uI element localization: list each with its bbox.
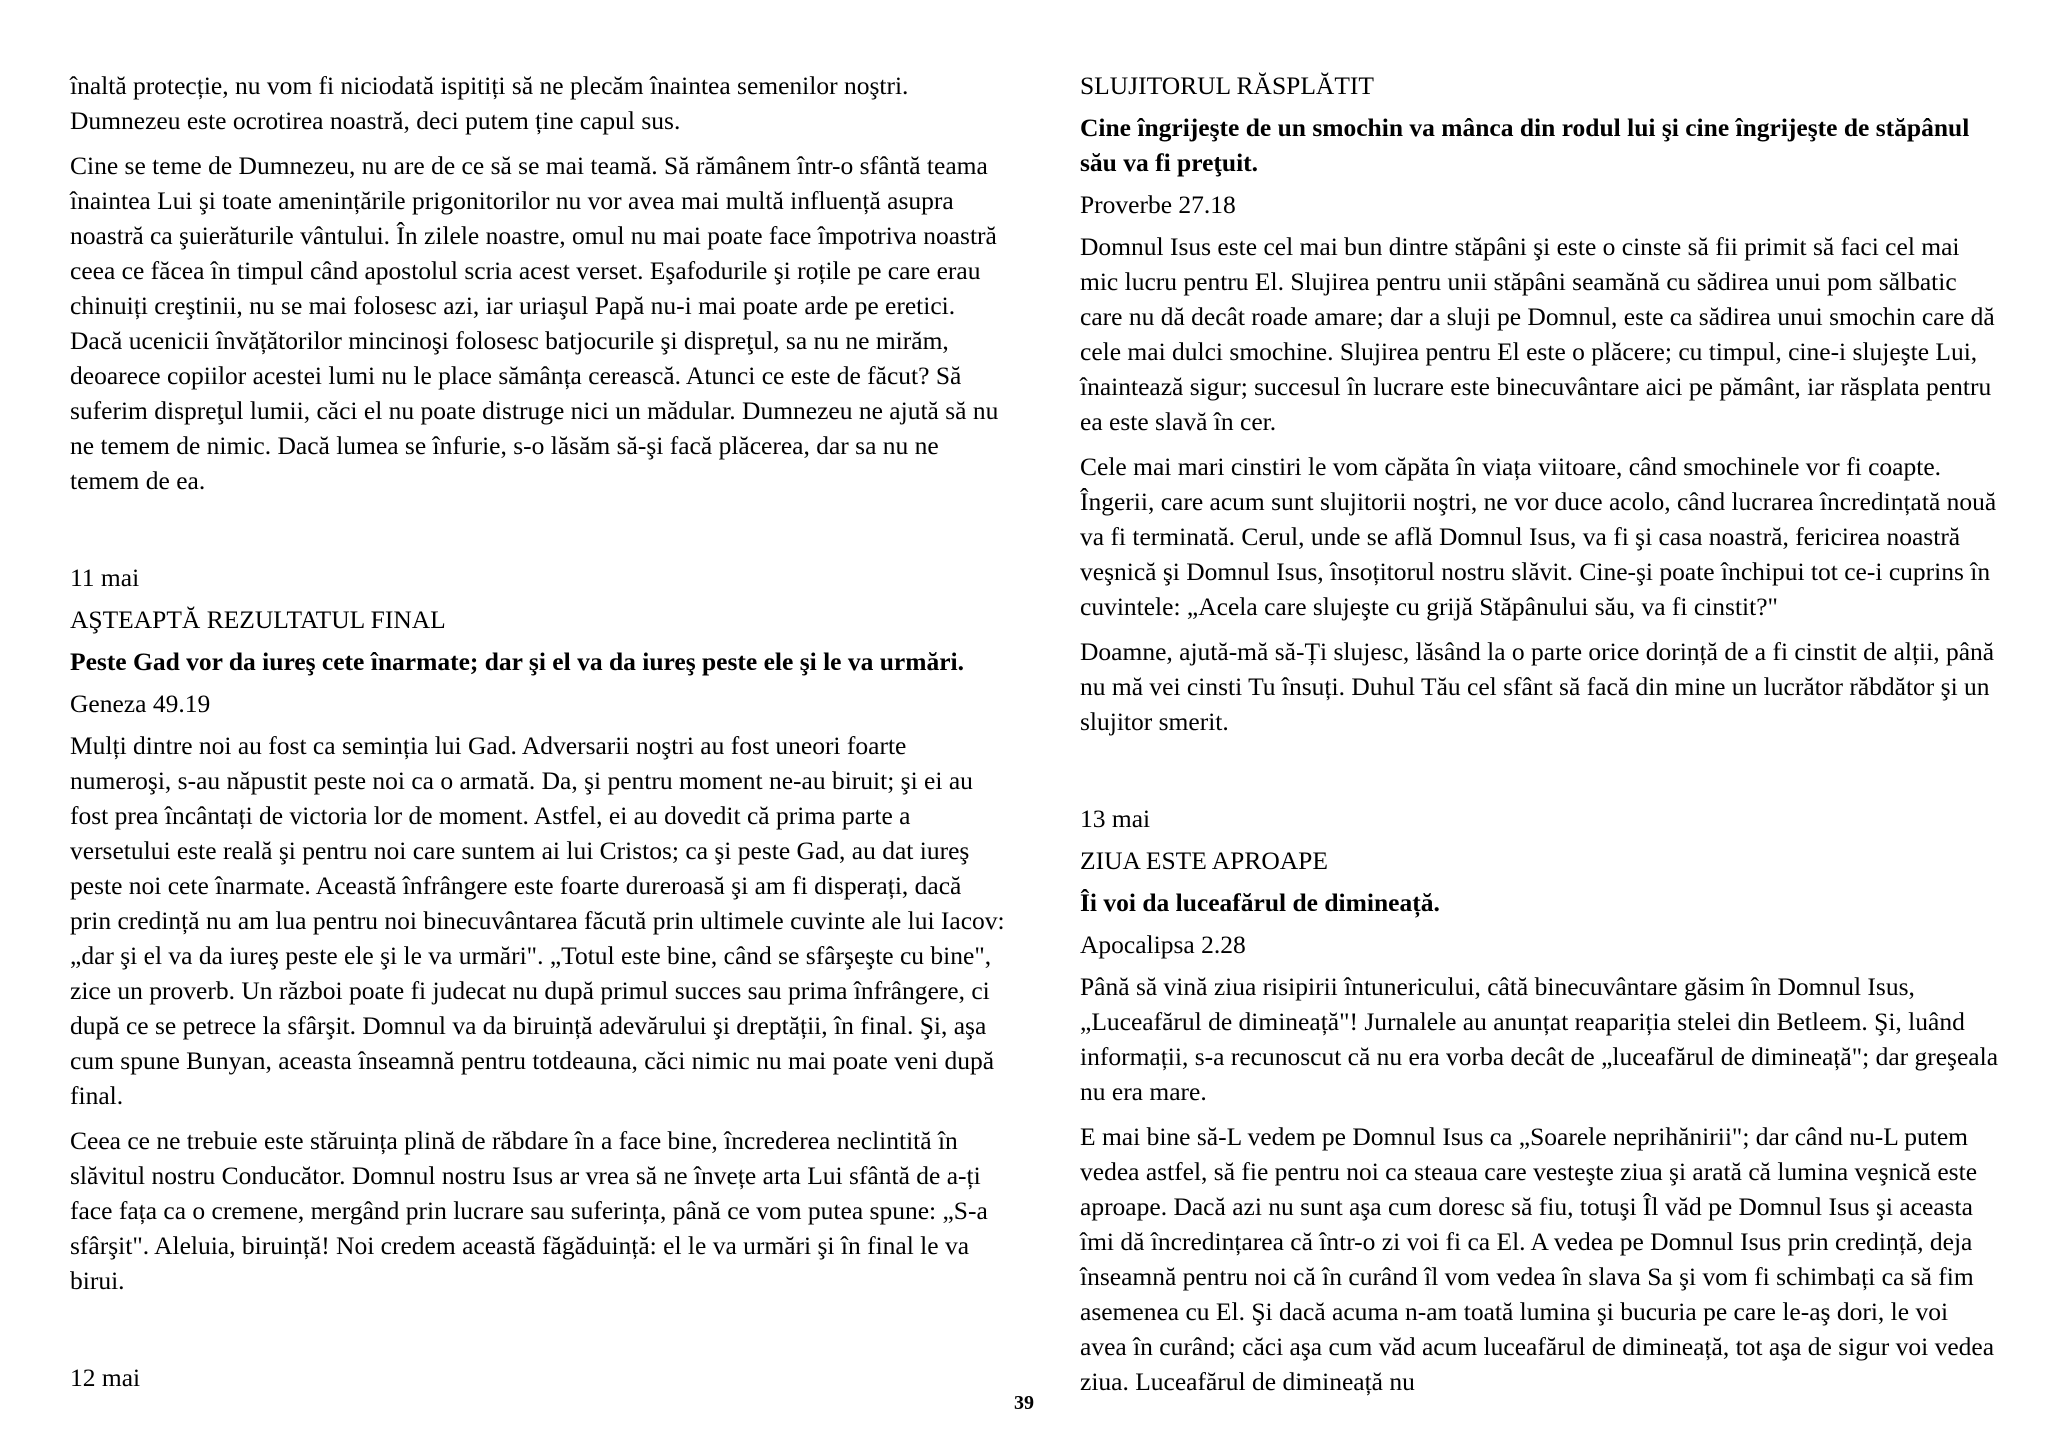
entry-heading: AŞTEAPTĂ REZULTATUL FINAL <box>70 605 446 634</box>
devotional-entry-12-mai <box>1080 68 2000 739</box>
entry-date: 11 mai <box>70 563 140 592</box>
entry-paragraph-1: Până să vină ziua risipirii întunericului, câtă binecuvântare găsim în Domnul Isus, „Luceafărul de dimineață"! Jurnalele au anunțat reapariția stelei din Betleem. Şi, luând informații, s-a recunoscut că nu era vorba decât de „luceafărul de dimineață"; dar greşeala nu era mare. <box>1080 972 1999 1106</box>
entry-date: 13 mai <box>1080 804 1151 833</box>
entry-heading: ZIUA ESTE APROAPE <box>1080 846 1328 875</box>
left-column <box>70 68 1005 1402</box>
right-column <box>1080 68 2000 1409</box>
entry-reference: Apocalipsa 2.28 <box>1080 930 1246 959</box>
page-number: 39 <box>1014 1392 1034 1414</box>
entry-paragraph-2: Ceea ce ne trebuie este stăruința plină de răbdare în a face bine, încrederea neclintită în slăvitul nostru Conducător. Domnul nostru Isus ar vrea să ne învețe arta Lui sfântă de a-ți face fața ca o cremene, mergând prin lucrare sau suferința, până ce vom putea spune: „S-a sfârşit". Aleluia, biruință! Noi credem această făgăduință: el le va urmări şi în final le va birui. <box>70 1126 988 1295</box>
section-gap <box>1080 749 2000 801</box>
entry-paragraph-2: E mai bine să-L vedem pe Domnul Isus ca „Soarele neprihănirii"; dar când nu-L putem vedea astfel, să fie pentru noi ca steaua care vesteşte ziua şi arată că lumina veşnică este aproape. Dacă azi nu sunt aşa cum doresc să fiu, totuşi Îl văd pe Domnul Isus şi aceasta îmi dă încredințarea că într-o zi voi fi ca El. A vedea pe Domnul Isus prin credință, deja înseamnă pentru noi că în curând îl vom vedea în slava Sa şi vom fi schimbați ca să fim asemenea cu El. Şi dacă acuma n-am toată lumina şi bucuria pe care le-aş dori, le voi avea în curând; căci aşa cum văd acum luceafărul de dimineață, tot aşa de sigur voi vedea ziua. Luceafărul de dimineață nu <box>1080 1122 1995 1396</box>
entry-heading: SLUJITORUL RĂSPLĂTIT <box>1080 71 1374 100</box>
entry-reference: Geneza 49.19 <box>70 689 211 718</box>
entry-paragraph-1: Mulți dintre noi au fost ca seminția lui Gad. Adversarii noştri au fost uneori foarte numeroşi, s-au năpustit peste noi ca o armată. Da, şi pentru moment ne-au biruit; şi ei au fost prea încântați de victoria lor de moment. Astfel, ei au dovedit că prima parte a versetului este reală şi pentru noi care suntem ai lui Cristos; ca şi peste Gad, au dat iureş peste noi cete înarmate. Această înfrângere este foarte dureroasă şi am fi disperați, dacă prin credință nu am lua pentru noi binecuvântarea făcută prin ultimele cuvinte ale lui Iacov: „dar şi el va da iureş peste ele şi le va urmări". „Totul este bine, când se sfârşeşte cu bine", zice un proverb. Un război poate fi judecat nu după primul succes sau prima înfrângere, ci după ce se petrece la sfârşit. Domnul va da biruință adevărului şi dreptății, în final. Şi, aşa cum spune Bunyan, aceasta înseamnă pentru totdeauna, căci nimic nu mai poate veni după final. <box>70 731 1005 1110</box>
entry-paragraph-3: Doamne, ajută-mă să-Ți slujesc, lăsând la o parte orice dorință de a fi cinstit de alții, până nu mă vei cinsti Tu însuți. Duhul Tău cel sfânt să facă din mine un lucrător răbdător şi un slujitor smerit. <box>1080 637 1995 736</box>
devotional-entry-13-mai <box>1080 801 2000 1399</box>
section-gap <box>70 1308 1005 1360</box>
entry-verse: Cine îngrijeşte de un smochin va mânca din rodul lui şi cine îngrijeşte de stăpânul său va fi preţuit. <box>1080 113 1970 177</box>
continued-paragraph-1: înaltă protecție, nu vom fi niciodată ispitiți să ne plecăm înaintea semenilor noştri. Dumnezeu este ocrotirea noastră, deci putem ține capul sus. <box>70 71 909 135</box>
section-gap <box>70 508 1005 560</box>
continued-paragraph-2: Cine se teme de Dumnezeu, nu are de ce să se mai teamă. Să rămânem într-o sfântă teama înaintea Lui şi toate amenințările prigonitorilor nu vor avea mai multă influență asupra noastră ca şuierăturile vântului. În zilele noastre, omul nu mai poate face împotriva noastră ceea ce făcea în timpul când apostolul scria acest verset. Eşafodurile şi roțile pe care erau chinuiți creştinii, nu se mai folosesc azi, iar uriaşul Papă nu-i mai poate arde pe eretici. Dacă ucenicii învățătorilor mincinoşi folosesc batjocurile şi dispreţul, sa nu ne mirăm, deoarece copiilor acestei lumi nu le place sămânța cerească. Atunci ce este de făcut? Să suferim dispreţul lumii, căci el nu poate distruge nici un mădular. Dumnezeu ne ajută să nu ne temem de nimic. Dacă lumea se înfurie, s-o lăsăm să-şi facă plăcerea, dar sa nu ne temem de ea. <box>70 151 999 495</box>
entry-verse: Peste Gad vor da iureş cete înarmate; dar şi el va da iureş peste ele şi le va urmări. <box>70 647 965 676</box>
entry-paragraph-2: Cele mai mari cinstiri le vom căpăta în viața viitoare, când smochinele vor fi coapte. Îngerii, care acum sunt slujitorii noştri, ne vor duce acolo, când lucrarea încredințată nouă va fi terminată. Cerul, unde se află Domnul Isus, va fi şi casa noastră, fericirea noastră veşnică şi Domnul Isus, însoțitorul nostru slăvit. Cine-şi poate închipui tot ce-i cuprins în cuvintele: „Acela care slujeşte cu grijă Stăpânului său, va fi cinstit?" <box>1080 452 1997 621</box>
entry-paragraph-1: Domnul Isus este cel mai bun dintre stăpâni şi este o cinste să fii primit să faci cel mai mic lucru pentru El. Slujirea pentru unii stăpâni seamănă cu sădirea unui pom sălbatic care nu dă decât roade amare; dar a sluji pe Domnul, este ca sădirea unui smochin care dă cele mai dulci smochine. Slujirea pentru El este o plăcere; cu timpul, cine-i slujeşte Lui, înaintează sigur; succesul în lucrare este binecuvântare aici pe pământ, iar răsplata pentru ea este slavă în cer. <box>1080 232 1995 436</box>
entry-verse: Îi voi da luceafărul de dimineață. <box>1080 888 1440 917</box>
next-entry-date: 12 mai <box>70 1363 141 1392</box>
devotional-entry-11-mai <box>70 560 1005 1298</box>
entry-reference: Proverbe 27.18 <box>1080 190 1236 219</box>
